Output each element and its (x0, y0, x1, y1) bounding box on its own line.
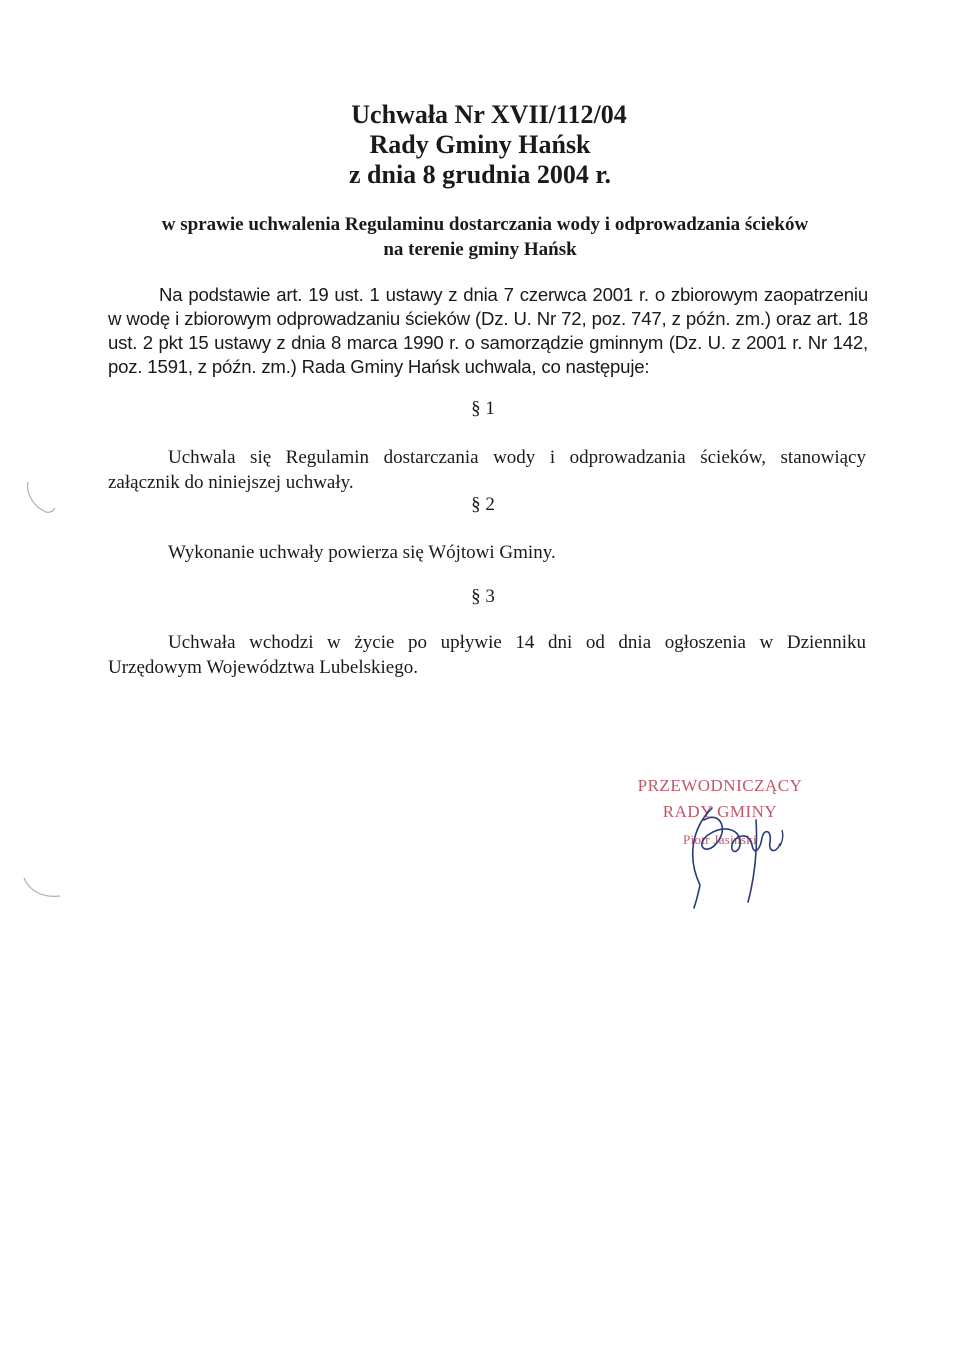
subject-line-2: na terenie gminy Hańsk (383, 239, 577, 260)
stamp-council: RADY GMINY (662, 802, 778, 821)
resolution-title (0, 100, 960, 190)
handwritten-signature (660, 790, 810, 910)
council-name: Rady Gminy Hańsk (369, 130, 591, 159)
margin-scan-mark-lower (20, 870, 70, 910)
subject-line-1: w sprawie uchwalenia Regulaminu dostarczania wody i odprowadzania ścieków (161, 214, 809, 235)
section-3-text (108, 630, 866, 680)
section-3-mark: § 3 (471, 586, 495, 607)
resolution-date: z dnia 8 grudnia 2004 r. (349, 160, 611, 189)
section-2-text: Wykonanie uchwały powierza się Wójtowi Gminy. (168, 542, 556, 563)
legal-basis-paragraph: Na podstawie art. 19 ust. 1 ustawy z dnia 7 czerwca 2001 r. o zbiorowym zaopatrzeniu w wodę i zbiorowym odprowadzaniu ścieków (Dz. U. Nr 72, poz. 747, z późn. zm.) oraz art. 18 ust. 2 pkt 15 ustawy z dnia 8 marca 1990 r. o samorządzie gminnym (Dz. U. z 2001 r. Nr 142, poz. 1591, z późn. zm.) Rada Gminy Hańsk uchwala, co następuje: (108, 284, 868, 377)
section-1-line-1: Uchwala się Regulamin dostarczania wody i odprowadzania ścieków, stanowiący (168, 447, 866, 468)
stamp-title: PRZEWODNICZĄCY (637, 776, 803, 795)
resolution-number: Uchwała Nr XVII/112/04 (351, 100, 627, 129)
section-2-mark: § 2 (471, 494, 495, 515)
margin-scan-mark (22, 478, 62, 518)
section-1-line-2: załącznik do niniejszej uchwały. (108, 472, 354, 493)
section-1-text (108, 445, 866, 495)
section-1-mark: § 1 (471, 398, 495, 419)
stamp-name: Piotr Jasiński (683, 832, 757, 847)
section-3-line-2: Urzędowym Województwa Lubelskiego. (108, 657, 418, 678)
section-3-line-1: Uchwała wchodzi w życie po upływie 14 dni od dnia ogłoszenia w Dzienniku (168, 632, 866, 653)
resolution-subject (0, 212, 960, 262)
